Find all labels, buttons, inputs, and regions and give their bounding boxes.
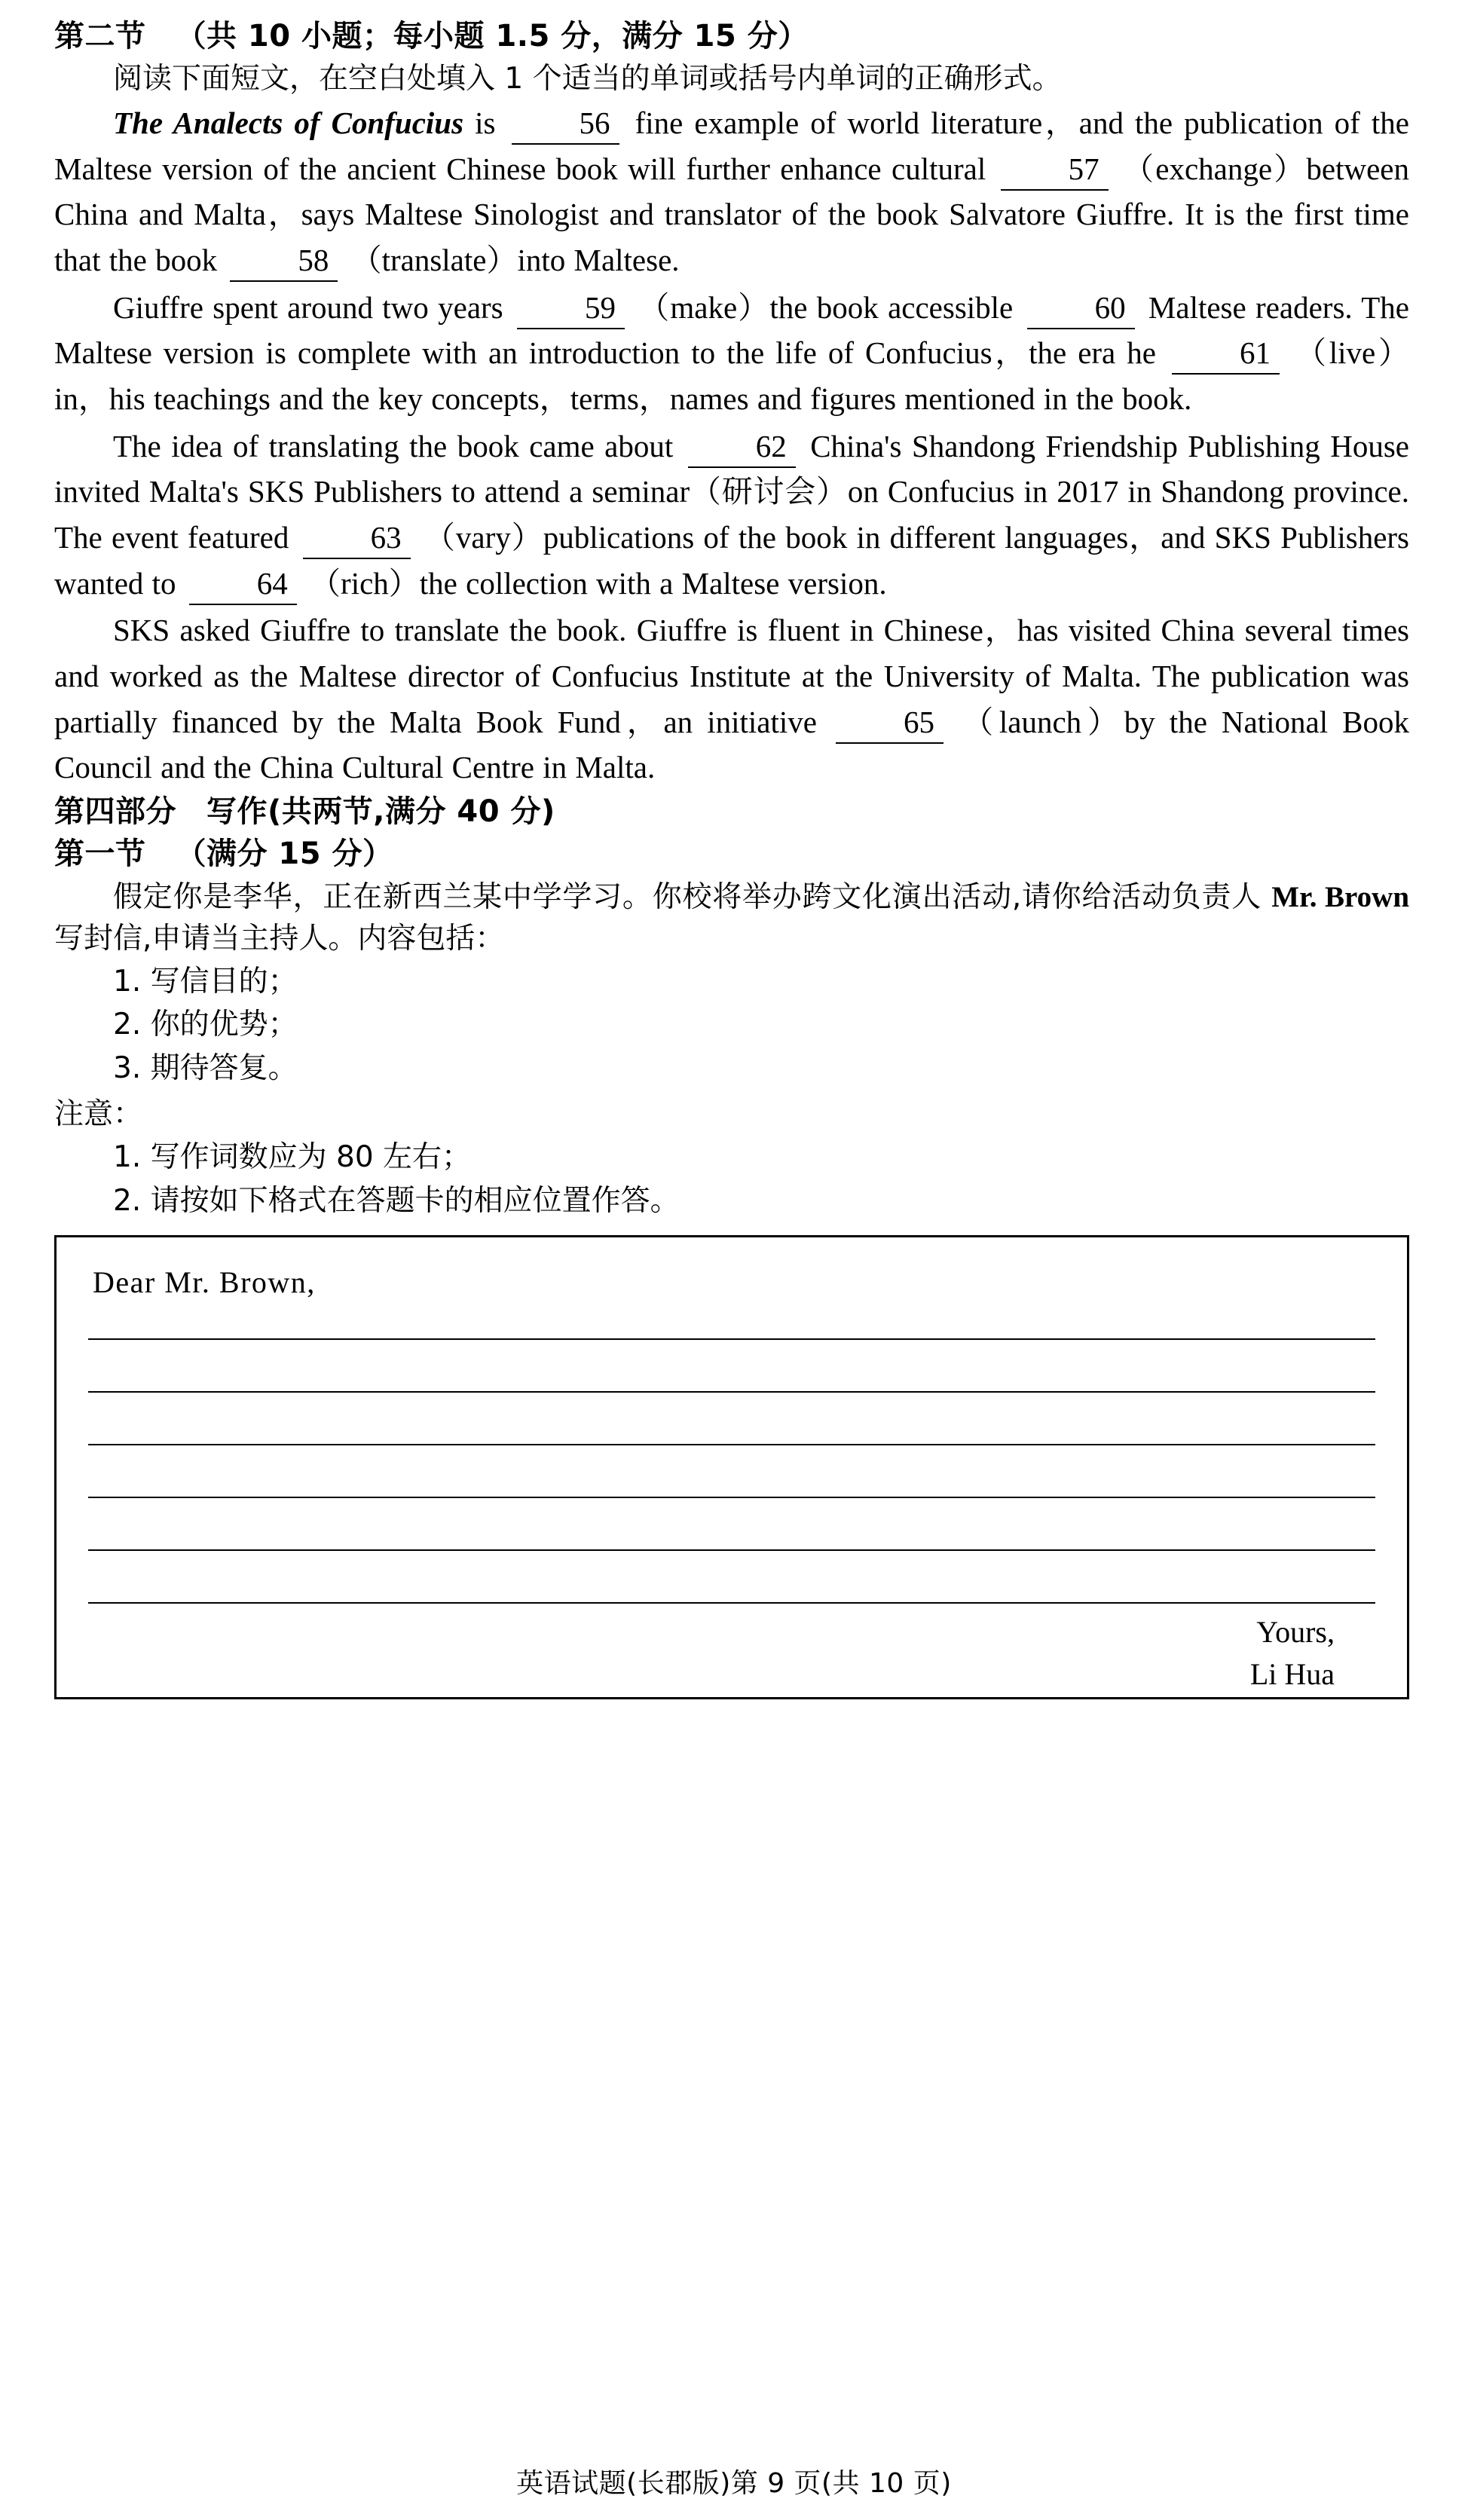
cloze-p2-text-2: （make）the book accessible — [628, 289, 1023, 325]
writing-rule-5 — [88, 1549, 1375, 1551]
writing-rule-3 — [88, 1444, 1375, 1445]
blank-62[interactable]: 62 — [688, 431, 796, 468]
cloze-paragraph-2 — [54, 285, 1409, 422]
writing-rule-6 — [88, 1602, 1375, 1604]
cloze-p3-text-3: （vary）publications of the book in different languages，and SKS Publishers wanted to — [54, 520, 1409, 601]
writing-prompt — [54, 876, 1409, 960]
section-2-instruction: 阅读下面短文，在空白处填入 1 个适当的单词或括号内单词的正确形式。 — [113, 62, 1062, 96]
cloze-p3-text-2: China's Shandong Friendship Publishing House invited Malta's SKS Publishers to attend a seminar（研讨会）on Confucius in 2017 in Shandong province. The event featured — [54, 428, 1409, 555]
cloze-p3-text-4: （rich）the collection with a Maltese version. — [301, 565, 887, 601]
blank-59[interactable]: 59 — [517, 292, 625, 329]
cloze-paragraph-1 — [54, 100, 1409, 283]
part-4-section-1-detail: （满分 15 分） — [176, 836, 393, 872]
writing-point-1: 1. 写信目的； — [113, 964, 298, 999]
book-title: The Analects of Confucius — [113, 106, 464, 141]
cloze-paragraph-4 — [54, 607, 1409, 791]
cloze-p1-text-1: is — [463, 106, 507, 141]
blank-57[interactable]: 57 — [1001, 154, 1109, 191]
part-4-heading — [54, 792, 1409, 831]
part-4-section-1-label: 第一节 — [54, 836, 146, 872]
blank-65[interactable]: 65 — [836, 707, 943, 744]
writing-note-1: 1. 写作词数应为 80 左右； — [113, 1140, 472, 1175]
writing-prompt-text-a: 假定你是李华，正在新西兰某中学学习。你校将举办跨文化演出活动,请你给活动负责人 — [113, 880, 1272, 915]
section-2-heading — [54, 17, 1409, 56]
page-footer: 英语试题(长郡版)第 9 页(共 10 页) — [516, 2468, 952, 2499]
blank-61[interactable]: 61 — [1172, 338, 1280, 375]
writing-note-2: 2. 请按如下格式在答题卡的相应位置作答。 — [113, 1183, 680, 1218]
part-4-heading-label: 第四部分 — [54, 794, 176, 830]
blank-63[interactable]: 63 — [303, 522, 411, 559]
writing-prompt-recipient: Mr. Brown — [1271, 881, 1410, 914]
answer-box[interactable] — [54, 1235, 1409, 1699]
blank-64[interactable]: 64 — [189, 568, 297, 605]
blank-58[interactable]: 58 — [230, 245, 338, 282]
cloze-p4-text-1: SKS asked Giuffre to translate the book. Giuffre is fluent in Chinese，has visited China several times and worked as the Maltese director of Confucius Institute at the University of Malta. The publication was partially financed by the Malta Book Fund，an initiative — [54, 613, 1409, 739]
cloze-p4-text-2: （launch）by the National Book Council and the China Cultural Centre in Malta. — [54, 704, 1410, 785]
writing-rule-4 — [88, 1497, 1375, 1498]
part-4-heading-detail: (共两节,满分 40 分) — [268, 794, 555, 830]
cloze-paragraph-3 — [54, 424, 1409, 607]
answer-salutation: Dear Mr. Brown, — [93, 1265, 316, 1300]
blank-60[interactable]: 60 — [1027, 292, 1135, 329]
cloze-p3-text-1: The idea of translating the book came about — [113, 428, 684, 463]
writing-notes-label: 注意： — [54, 1096, 143, 1131]
cloze-p1-text-3: （exchange）between China and Malta，says Maltese Sinologist and translator of the book Salvatore Giuffre. It is the first time that the book — [54, 151, 1409, 278]
writing-rule-2 — [88, 1391, 1375, 1393]
cloze-p2-text-1: Giuffre spent around two years — [113, 289, 512, 325]
writing-point-2: 2. 你的优势； — [113, 1008, 298, 1042]
section-2-heading-detail: （共 10 小题；每小题 1.5 分，满分 15 分） — [176, 19, 809, 54]
answer-signoff-yours: Yours, — [1256, 1615, 1335, 1650]
section-2-heading-label: 第二节 — [54, 19, 146, 54]
blank-56[interactable]: 56 — [512, 108, 619, 145]
writing-prompt-text-b: 写封信,申请当主持人。内容包括： — [54, 922, 505, 956]
cloze-p2-text-3: Maltese readers. The Maltese version is complete with an introduction to the life of Confucius，the era he — [54, 289, 1409, 371]
part-4-section-1-heading — [54, 834, 1409, 873]
writing-rule-1 — [88, 1338, 1375, 1340]
part-4-heading-title: 写作 — [206, 794, 268, 830]
cloze-p2-text-4: （live）in，his teachings and the key concepts，terms，names and figures mentioned in the book. — [54, 335, 1410, 417]
writing-point-3: 3. 期待答复。 — [113, 1051, 298, 1086]
cloze-p1-text-4: （translate）into Maltese. — [342, 243, 680, 278]
answer-signoff-name: Li Hua — [1249, 1657, 1335, 1692]
cloze-p1-text-2: fine example of world literature，and the publication of the Maltese version of the ancient Chinese book will further enhance cultural — [54, 106, 1409, 186]
